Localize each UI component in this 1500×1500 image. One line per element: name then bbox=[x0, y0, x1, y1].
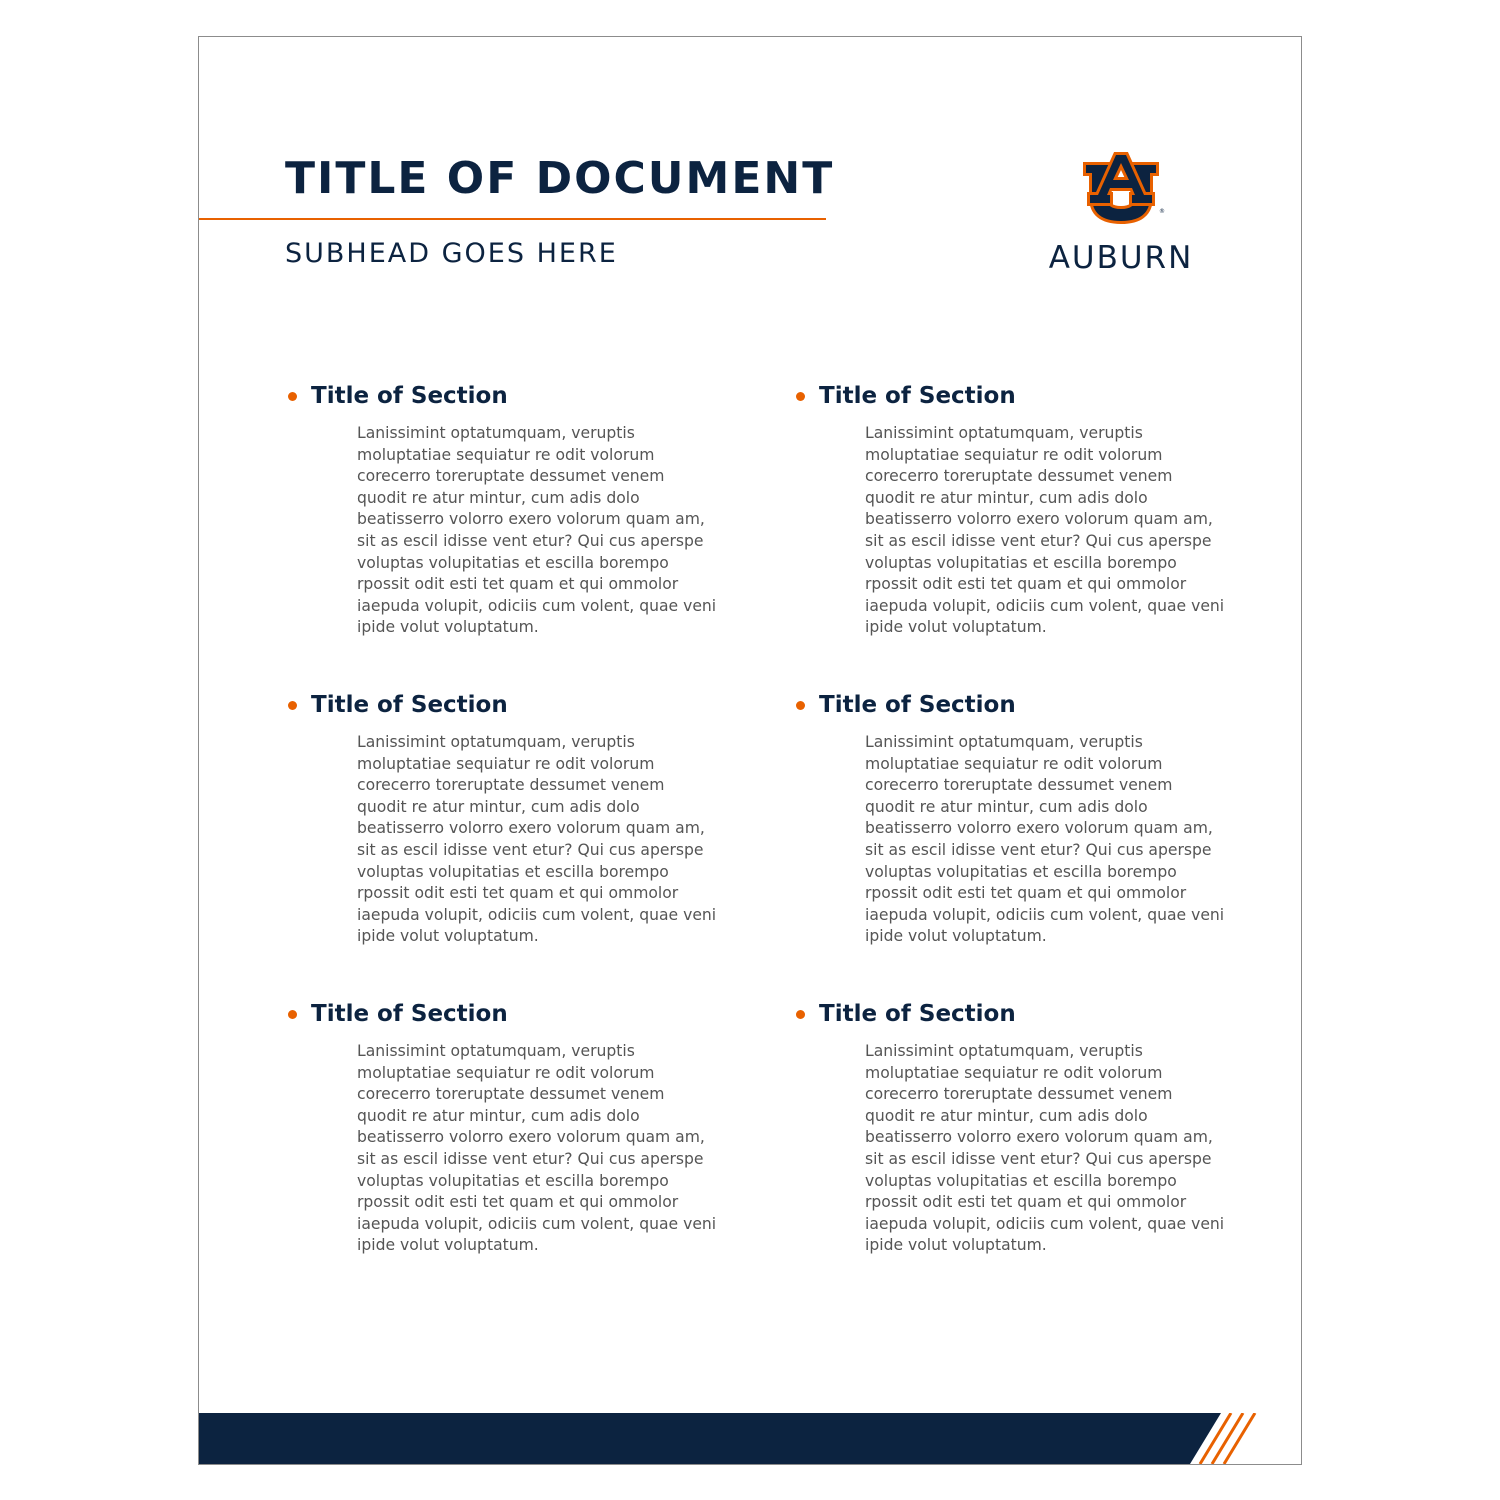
bullet-icon bbox=[796, 701, 805, 710]
section-body: Lanissimint optatumquam, veruptis moluptatiae sequiatur re odit volorum corecerro toreruptate dessumet venem quodit re atur mintur, cum adis dolo beatisserro volorro exero volorum quam am, sit as escil idisse vent etur? Qui cus aperspe voluptas volupitatias et escilla borempo rpossit odit esti tet quam et qui ommolor iaepuda volupit, odiciis cum volent, quae veni ipide volut voluptatum. bbox=[357, 424, 717, 637]
section-title bbox=[793, 995, 1233, 1033]
bullet-icon bbox=[288, 392, 297, 401]
bullet-icon bbox=[796, 392, 805, 401]
auburn-wordmark: AUBURN bbox=[1048, 240, 1194, 276]
section-body: Lanissimint optatumquam, veruptis moluptatiae sequiatur re odit volorum corecerro toreruptate dessumet venem quodit re atur mintur, cum adis dolo beatisserro volorro exero volorum quam am, sit as escil idisse vent etur? Qui cus aperspe voluptas volupitatias et escilla borempo rpossit odit esti tet quam et qui ommolor iaepuda volupit, odiciis cum volent, quae veni ipide volut voluptatum. bbox=[357, 1042, 717, 1255]
section-title-text: Title of Section bbox=[819, 1001, 1016, 1027]
bullet-icon bbox=[288, 1010, 297, 1019]
document-page bbox=[198, 36, 1302, 1465]
section-title-text: Title of Section bbox=[819, 692, 1016, 718]
section-title-text: Title of Section bbox=[819, 383, 1016, 409]
section-title bbox=[285, 995, 725, 1033]
section-body: Lanissimint optatumquam, veruptis moluptatiae sequiatur re odit volorum corecerro toreruptate dessumet venem quodit re atur mintur, cum adis dolo beatisserro volorro exero volorum quam am, sit as escil idisse vent etur? Qui cus aperspe voluptas volupitatias et escilla borempo rpossit odit esti tet quam et qui ommolor iaepuda volupit, odiciis cum volent, quae veni ipide volut voluptatum. bbox=[865, 733, 1225, 946]
section-body: Lanissimint optatumquam, veruptis moluptatiae sequiatur re odit volorum corecerro toreruptate dessumet venem quodit re atur mintur, cum adis dolo beatisserro volorro exero volorum quam am, sit as escil idisse vent etur? Qui cus aperspe voluptas volupitatias et escilla borempo rpossit odit esti tet quam et qui ommolor iaepuda volupit, odiciis cum volent, quae veni ipide volut voluptatum. bbox=[357, 733, 717, 946]
footer-navy-band bbox=[199, 1413, 1221, 1464]
document-title: TITLE OF DOCUMENT bbox=[285, 153, 835, 204]
title-divider bbox=[199, 218, 826, 220]
section-body: Lanissimint optatumquam, veruptis moluptatiae sequiatur re odit volorum corecerro toreruptate dessumet venem quodit re atur mintur, cum adis dolo beatisserro volorro exero volorum quam am, sit as escil idisse vent etur? Qui cus aperspe voluptas volupitatias et escilla borempo rpossit odit esti tet quam et qui ommolor iaepuda volupit, odiciis cum volent, quae veni ipide volut voluptatum. bbox=[865, 1042, 1225, 1255]
section-item bbox=[793, 377, 1233, 639]
section-item bbox=[285, 995, 725, 1257]
section-body: Lanissimint optatumquam, veruptis moluptatiae sequiatur re odit volorum corecerro toreruptate dessumet venem quodit re atur mintur, cum adis dolo beatisserro volorro exero volorum quam am, sit as escil idisse vent etur? Qui cus aperspe voluptas volupitatias et escilla borempo rpossit odit esti tet quam et qui ommolor iaepuda volupit, odiciis cum volent, quae veni ipide volut voluptatum. bbox=[865, 424, 1225, 637]
section-item bbox=[285, 377, 725, 639]
section-title bbox=[793, 686, 1233, 724]
section-title-text: Title of Section bbox=[311, 383, 508, 409]
section-item bbox=[285, 686, 725, 948]
section-title-text: Title of Section bbox=[311, 692, 508, 718]
section-item bbox=[793, 686, 1233, 948]
bullet-icon bbox=[796, 1010, 805, 1019]
bullet-icon bbox=[288, 701, 297, 710]
svg-text:®: ® bbox=[1159, 208, 1165, 215]
footer-bar bbox=[199, 1413, 1301, 1464]
section-item bbox=[793, 995, 1233, 1257]
auburn-logo bbox=[1025, 149, 1217, 279]
section-title-text: Title of Section bbox=[311, 1001, 508, 1027]
section-title bbox=[285, 686, 725, 724]
section-title bbox=[285, 377, 725, 415]
section-title bbox=[793, 377, 1233, 415]
document-subhead: SUBHEAD GOES HERE bbox=[285, 238, 618, 269]
au-monogram-icon bbox=[1076, 151, 1166, 227]
